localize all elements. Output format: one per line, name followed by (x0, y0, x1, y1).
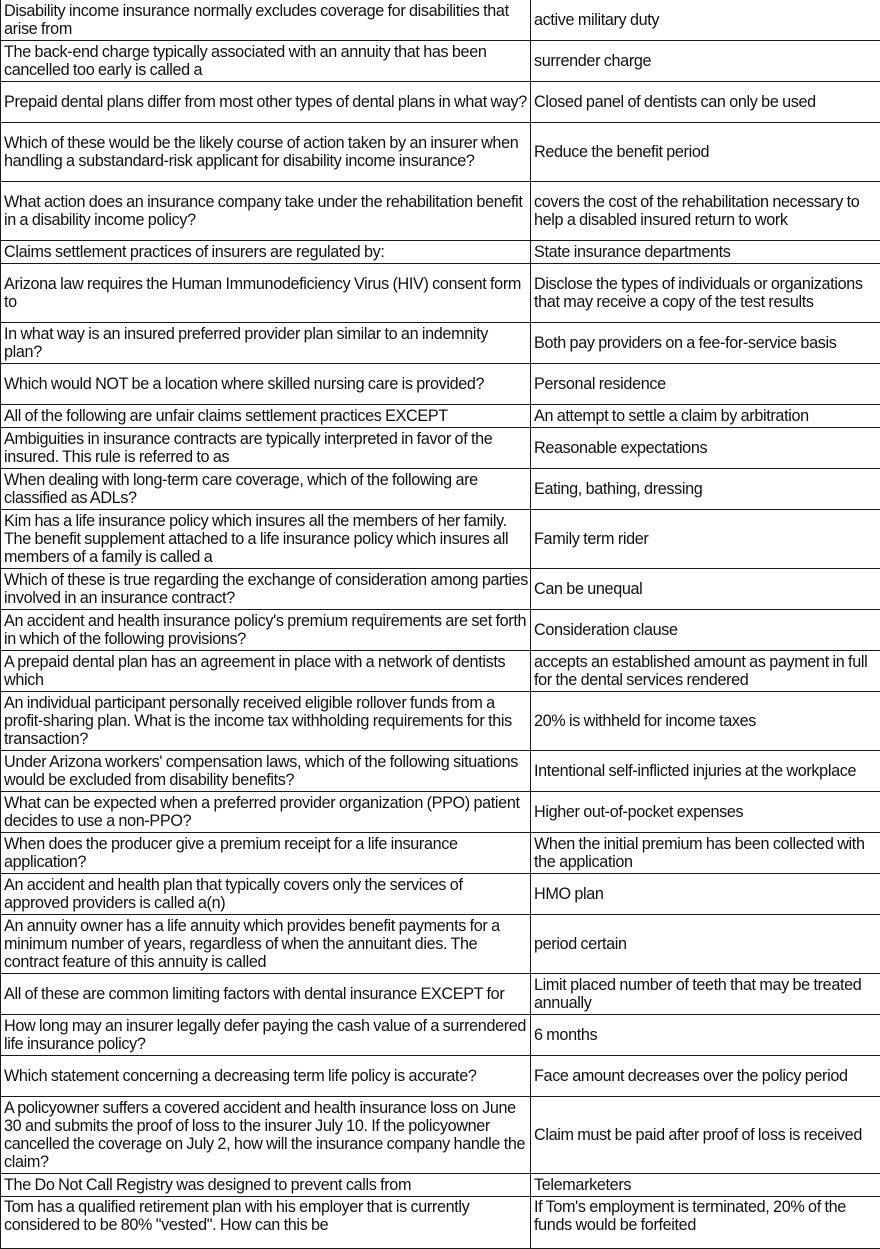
answer-cell: An attempt to settle a claim by arbitration (531, 405, 880, 428)
answer-cell: Eating, bathing, dressing (531, 469, 880, 510)
table-row-23 (1, 974, 880, 1015)
answer-cell: Family term rider (531, 510, 880, 569)
question-cell: All of the following are unfair claims settlement practices EXCEPT (1, 405, 531, 428)
question-cell: Ambiguities in insurance contracts are typically interpreted in favor of the insured. This rule is referred to as (1, 428, 531, 469)
question-cell: Which would NOT be a location where skilled nursing care is provided? (1, 364, 531, 405)
table-row-21 (1, 874, 880, 915)
question-cell: When dealing with long-term care coverage, which of the following are classified as ADLs? (1, 469, 531, 510)
table-row-22 (1, 915, 880, 974)
answer-cell: Both pay providers on a fee-for-service basis (531, 323, 880, 364)
answer-cell: Limit placed number of teeth that may be treated annually (531, 974, 880, 1015)
question-cell: When does the producer give a premium receipt for a life insurance application? (1, 833, 531, 874)
question-cell: An annuity owner has a life annuity which provides benefit payments for a minimum number of years, regardless of when the annuitant dies. The contract feature of this annuity is called (1, 915, 531, 974)
table-row-11 (1, 428, 880, 469)
table-row-8 (1, 323, 880, 364)
answer-cell: Higher out-of-pocket expenses (531, 792, 880, 833)
answer-cell: 20% is withheld for income taxes (531, 692, 880, 751)
table-row-4 (1, 123, 880, 182)
table-row-24 (1, 1015, 880, 1056)
answer-cell: If Tom's employment is terminated, 20% of the funds would be forfeited (531, 1197, 880, 1249)
answer-cell: period certain (531, 915, 880, 974)
question-cell: Kim has a life insurance policy which insures all the members of her family. The benefit supplement attached to a life insurance policy which insures all members of a family is called a (1, 510, 531, 569)
table-row-17 (1, 692, 880, 751)
flashcard-table-body (1, 0, 880, 1249)
answer-cell: covers the cost of the rehabilitation necessary to help a disabled insured return to work (531, 182, 880, 241)
question-cell: Which of these would be the likely course of action taken by an insurer when handling a substandard-risk applicant for disability income insurance? (1, 123, 531, 182)
table-row-26 (1, 1097, 880, 1174)
table-row-12 (1, 469, 880, 510)
answer-cell: Claim must be paid after proof of loss is received (531, 1097, 880, 1174)
question-cell: Disability income insurance normally excludes coverage for disabilities that arise from (1, 0, 531, 41)
question-cell: How long may an insurer legally defer paying the cash value of a surrendered life insurance policy? (1, 1015, 531, 1056)
answer-cell: Consideration clause (531, 610, 880, 651)
answer-cell: surrender charge (531, 41, 880, 82)
question-cell: A policyowner suffers a covered accident and health insurance loss on June 30 and submits the proof of loss to the insurer July 10. If the policyowner cancelled the coverage on July 2, how will the insurance company handle the claim? (1, 1097, 531, 1174)
table-row-7 (1, 264, 880, 323)
table-row-13 (1, 510, 880, 569)
question-cell: What can be expected when a preferred provider organization (PPO) patient decides to use a non-PPO? (1, 792, 531, 833)
table-row-5 (1, 182, 880, 241)
table-row-3 (1, 82, 880, 123)
answer-cell: Intentional self-inflicted injuries at the workplace (531, 751, 880, 792)
question-cell: Which of these is true regarding the exchange of consideration among parties involved in an insurance contract? (1, 569, 531, 610)
question-cell: An individual participant personally received eligible rollover funds from a profit-sharing plan. What is the income tax withholding requirements for this transaction? (1, 692, 531, 751)
question-cell: An accident and health plan that typically covers only the services of approved providers is called a(n) (1, 874, 531, 915)
table-row-19 (1, 792, 880, 833)
question-cell: An accident and health insurance policy's premium requirements are set forth in which of the following provisions? (1, 610, 531, 651)
question-cell: A prepaid dental plan has an agreement in place with a network of dentists which (1, 651, 531, 692)
answer-cell: Reasonable expectations (531, 428, 880, 469)
answer-cell: Reduce the benefit period (531, 123, 880, 182)
answer-cell: Face amount decreases over the policy period (531, 1056, 880, 1097)
question-cell: What action does an insurance company take under the rehabilitation benefit in a disability income policy? (1, 182, 531, 241)
question-cell: Which statement concerning a decreasing term life policy is accurate? (1, 1056, 531, 1097)
answer-cell: HMO plan (531, 874, 880, 915)
table-row-6 (1, 241, 880, 264)
question-cell: In what way is an insured preferred provider plan similar to an indemnity plan? (1, 323, 531, 364)
table-row-15 (1, 610, 880, 651)
table-row-16 (1, 651, 880, 692)
answer-cell: Can be unequal (531, 569, 880, 610)
answer-cell: active military duty (531, 0, 880, 41)
question-cell: Claims settlement practices of insurers are regulated by: (1, 241, 531, 264)
answer-cell: Personal residence (531, 364, 880, 405)
table-row-10 (1, 405, 880, 428)
table-row-27 (1, 1174, 880, 1197)
question-cell: Arizona law requires the Human Immunodeficiency Virus (HIV) consent form to (1, 264, 531, 323)
answer-cell: 6 months (531, 1015, 880, 1056)
question-cell: Prepaid dental plans differ from most other types of dental plans in what way? (1, 82, 531, 123)
table-row-28 (1, 1197, 880, 1249)
question-cell: The Do Not Call Registry was designed to prevent calls from (1, 1174, 531, 1197)
answer-cell: Closed panel of dentists can only be used (531, 82, 880, 123)
table-row-18 (1, 751, 880, 792)
table-row-14 (1, 569, 880, 610)
question-cell: The back-end charge typically associated with an annuity that has been cancelled too early is called a (1, 41, 531, 82)
question-cell: Tom has a qualified retirement plan with his employer that is currently considered to be 80% "vested". How can this be (1, 1197, 531, 1249)
question-cell: All of these are common limiting factors with dental insurance EXCEPT for (1, 974, 531, 1015)
table-row-2 (1, 41, 880, 82)
answer-cell: When the initial premium has been collected with the application (531, 833, 880, 874)
answer-cell: State insurance departments (531, 241, 880, 264)
answer-cell: Disclose the types of individuals or organizations that may receive a copy of the test results (531, 264, 880, 323)
table-row-25 (1, 1056, 880, 1097)
table-row-9 (1, 364, 880, 405)
table-row-20 (1, 833, 880, 874)
answer-cell: accepts an established amount as payment in full for the dental services rendered (531, 651, 880, 692)
table-row-1 (1, 0, 880, 41)
question-cell: Under Arizona workers' compensation laws, which of the following situations would be excluded from disability benefits? (1, 751, 531, 792)
answer-cell: Telemarketers (531, 1174, 880, 1197)
